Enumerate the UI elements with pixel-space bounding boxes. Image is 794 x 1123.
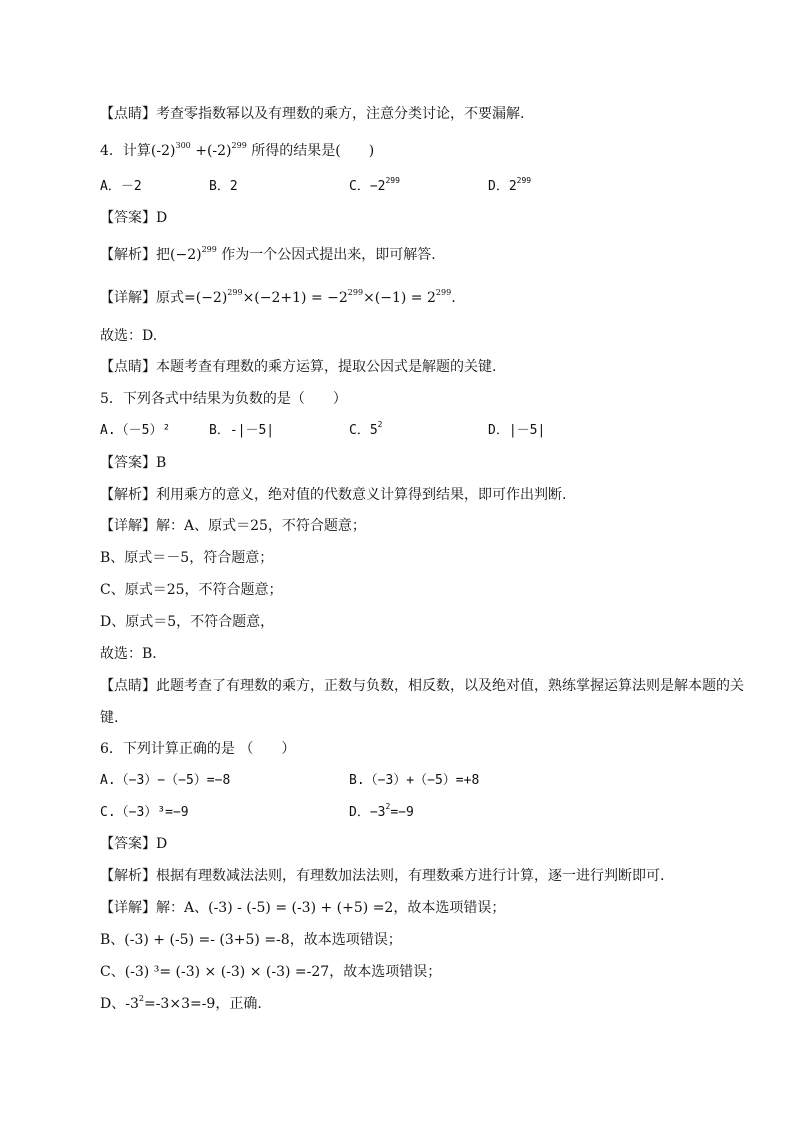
analysis-4-exp: 299 bbox=[201, 245, 217, 254]
q5-option-d: D．|－5| bbox=[488, 423, 546, 438]
choice-4: 故选：D. bbox=[100, 328, 158, 344]
detail-4-part2: ×(−2+1) = −2 bbox=[242, 290, 348, 306]
q5-option-b: B．-|－5| bbox=[209, 423, 275, 438]
detail-4-end: . bbox=[451, 290, 456, 306]
detail-6-b: B、(-3) + (-5) =- (3+5) =-8，故本选项错误； bbox=[100, 932, 402, 948]
detail-4-exp2: 299 bbox=[347, 288, 364, 297]
q4-option-c bbox=[349, 177, 400, 197]
analysis-4-base: (−2) bbox=[170, 247, 202, 263]
q4-term2-base: (-2) bbox=[206, 143, 232, 159]
detail-6-c: C、(-3) ³= (-3) × (-3) × (-3) =-27，故本选项错误； bbox=[100, 964, 442, 980]
q5-option-c bbox=[349, 421, 382, 441]
q4-term2-exp: 299 bbox=[231, 141, 247, 150]
q6-option-b: B.（−3）+（−5）=+8 bbox=[349, 773, 480, 788]
q4-option-c-exp: 299 bbox=[385, 176, 400, 185]
q6-option-d-exp: 2 bbox=[385, 802, 391, 811]
q6-option-c: C.（−3）³=−9 bbox=[100, 805, 189, 820]
analysis-4 bbox=[100, 245, 436, 265]
detail-5-d: D、原式＝5，不符合题意， bbox=[100, 614, 275, 630]
q4-option-d-base: 2 bbox=[508, 179, 517, 194]
point-note-5-line2: 键. bbox=[100, 710, 119, 726]
point-note-4: 【点睛】本题考查有理数的乘方运算，提取公因式是解题的关键. bbox=[100, 359, 497, 375]
q4-plus: + bbox=[190, 143, 207, 159]
point-note-5-line1: 【点睛】此题考查了有理数的乘方，正数与负数，相反数，以及绝对值，熟练掌握运算法则是解本题的关 bbox=[100, 678, 744, 694]
detail-4-part3: ×(−1) = 2 bbox=[363, 290, 436, 306]
detail-4-prefix: 【详解】原式 bbox=[100, 290, 184, 306]
detail-5-c: C、原式＝25，不符合题意； bbox=[100, 582, 283, 598]
q6-option-d-base: D．−3 bbox=[349, 805, 386, 820]
q4-option-c-label: C． bbox=[349, 179, 370, 194]
detail-4 bbox=[100, 288, 456, 308]
detail-4-part1: =(−2) bbox=[184, 290, 228, 306]
q4-term1-exp: 300 bbox=[175, 141, 191, 150]
q6-option-a: A.（−3）−（−5）=−8 bbox=[100, 773, 231, 788]
q4-option-a: A．－2 bbox=[100, 179, 142, 194]
question-6: 6．下列计算正确的是 （ ） bbox=[100, 741, 296, 757]
analysis-5: 【解析】利用乘方的意义，绝对值的代数意义计算得到结果，即可作出判断. bbox=[100, 487, 567, 503]
q4-term1-base: (-2) bbox=[150, 143, 176, 159]
question-5: 5．下列各式中结果为负数的是（ ） bbox=[100, 391, 347, 407]
detail-6-a: 【详解】解：A、(-3) - (-5) = (-3) + (+5) =2，故本选项错误； bbox=[100, 900, 506, 916]
q4-prefix: 4．计算 bbox=[100, 143, 151, 159]
q4-option-c-base: −2 bbox=[369, 179, 386, 194]
detail-4-exp1: 299 bbox=[227, 288, 243, 297]
q4-option-d-label: D． bbox=[488, 179, 509, 194]
q4-option-d-exp: 299 bbox=[516, 176, 532, 185]
q5-option-c-exp: 2 bbox=[377, 420, 383, 429]
detail-6-d-exp: 2 bbox=[138, 994, 144, 1003]
analysis-4-prefix: 【解析】把 bbox=[100, 247, 170, 263]
q6-option-d-rest: =−9 bbox=[390, 805, 414, 820]
detail-6-d bbox=[100, 994, 262, 1014]
q4-suffix: 所得的结果是( ) bbox=[246, 143, 375, 159]
q5-option-a: A.（－5）² bbox=[100, 423, 171, 438]
answer-5: 【答案】B bbox=[100, 455, 167, 471]
detail-6-d-base: D、-3 bbox=[100, 996, 139, 1012]
detail-5-a: 【详解】解：A、原式＝25，不符合题意； bbox=[100, 518, 366, 534]
analysis-6: 【解析】根据有理数减法法则，有理数加法法则，有理数乘方进行计算，逐一进行判断即可. bbox=[100, 868, 665, 884]
answer-4: 【答案】D bbox=[100, 210, 168, 226]
q4-option-d bbox=[488, 177, 531, 197]
choice-5: 故选：B. bbox=[100, 646, 157, 662]
answer-6: 【答案】D bbox=[100, 836, 168, 852]
analysis-4-suffix: 作为一个公因式提出来，即可解答. bbox=[216, 247, 436, 263]
detail-6-d-rest: =-3×3=-9，正确. bbox=[143, 996, 262, 1012]
q4-option-b: B．2 bbox=[209, 179, 238, 194]
question-4 bbox=[100, 141, 374, 161]
q5-option-c-base: C．5 bbox=[349, 423, 378, 438]
q6-option-d bbox=[349, 803, 414, 823]
detail-4-exp3: 299 bbox=[435, 288, 452, 297]
point-note-3: 【点睛】考查零指数幂以及有理数的乘方，注意分类讨论，不要漏解. bbox=[100, 106, 525, 122]
detail-5-b: B、原式＝－5，符合题意； bbox=[100, 550, 274, 566]
